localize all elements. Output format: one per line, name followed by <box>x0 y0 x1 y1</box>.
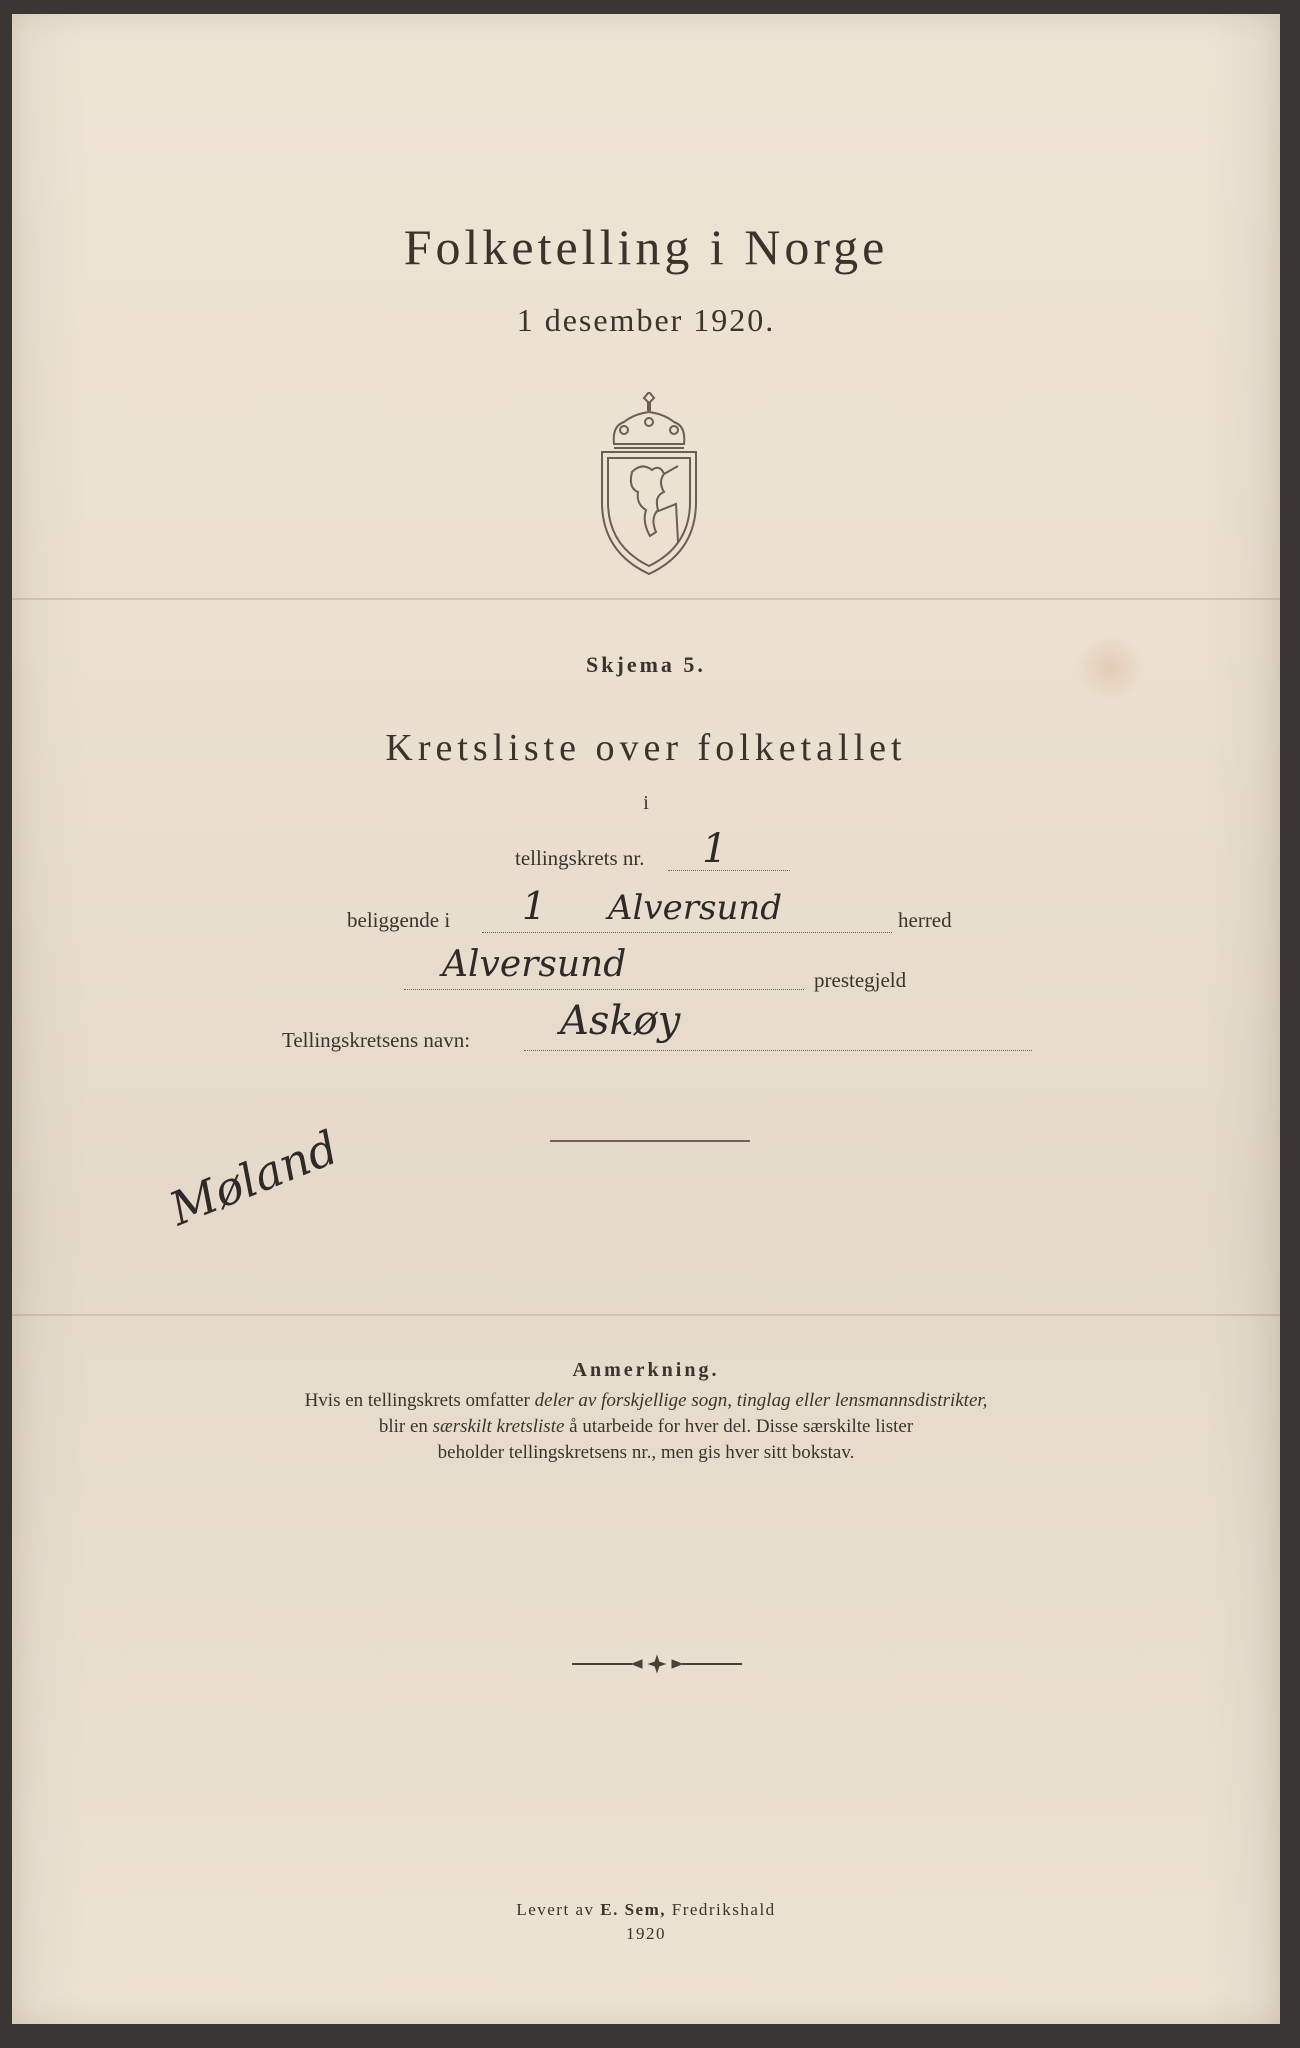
census-form-page <box>12 14 1280 2024</box>
printer-name: E. Sem, <box>600 1900 666 1919</box>
paper-fold <box>12 598 1280 600</box>
district-number-line <box>668 870 790 871</box>
printer-city: Fredrikshald <box>665 1900 776 1919</box>
located-in-line <box>482 932 892 933</box>
norwegian-coat-of-arms-icon <box>594 392 704 592</box>
municipality-handwritten: Alversund <box>608 888 783 928</box>
document-date: 1 desember 1920. <box>516 302 776 338</box>
parish-label: prestegjeld <box>814 968 907 992</box>
document-title: Folketelling i Norge <box>403 219 889 275</box>
star-ornament-icon <box>572 1654 742 1674</box>
located-in-label: beliggende i <box>347 908 451 932</box>
district-name-label: Tellingskretsens navn: <box>282 1028 471 1052</box>
herred-label: herred <box>898 908 952 932</box>
printer-line <box>12 1900 1280 1920</box>
paper-fold <box>12 1314 1280 1316</box>
note-line-1-italic: deler av forskjellige sogn, tinglag eller lensmannsdistrikter, <box>534 1390 988 1411</box>
form-heading: Kretsliste over folketallet <box>385 727 907 769</box>
margin-handwritten-note: Møland <box>162 1120 346 1237</box>
note-line-1-text: Hvis en tellingskrets omfatter <box>304 1390 535 1411</box>
printer-year: 1920 <box>626 1924 666 1943</box>
note-line-3: beholder tellingskretsens nr., men gis hver sitt bokstav. <box>437 1442 855 1463</box>
printer-prefix: Levert av <box>516 1900 601 1919</box>
parish-line <box>404 989 804 990</box>
parish-handwritten: Alversund <box>442 944 627 985</box>
district-name-line <box>524 1050 1032 1051</box>
preposition-i: i <box>643 792 649 814</box>
district-number-handwritten: 1 <box>702 826 728 872</box>
district-name-handwritten: Askøy <box>560 998 681 1044</box>
note-line-2-rest: å utarbeide for hver del. Disse særskilte lister <box>564 1416 914 1437</box>
located-in-handwritten: 1 <box>522 884 547 928</box>
note-line-1 <box>12 1390 1280 1412</box>
note-line-2-italic: særskilt kretsliste <box>432 1416 565 1437</box>
district-number-label: tellingskrets nr. <box>515 846 645 870</box>
note-line-2-text: blir en <box>378 1416 433 1437</box>
schema-number: Skjema 5. <box>586 652 706 677</box>
note-line-2 <box>12 1416 1280 1438</box>
separator-rule <box>550 1140 750 1142</box>
note-title: Anmerkning. <box>572 1359 720 1381</box>
